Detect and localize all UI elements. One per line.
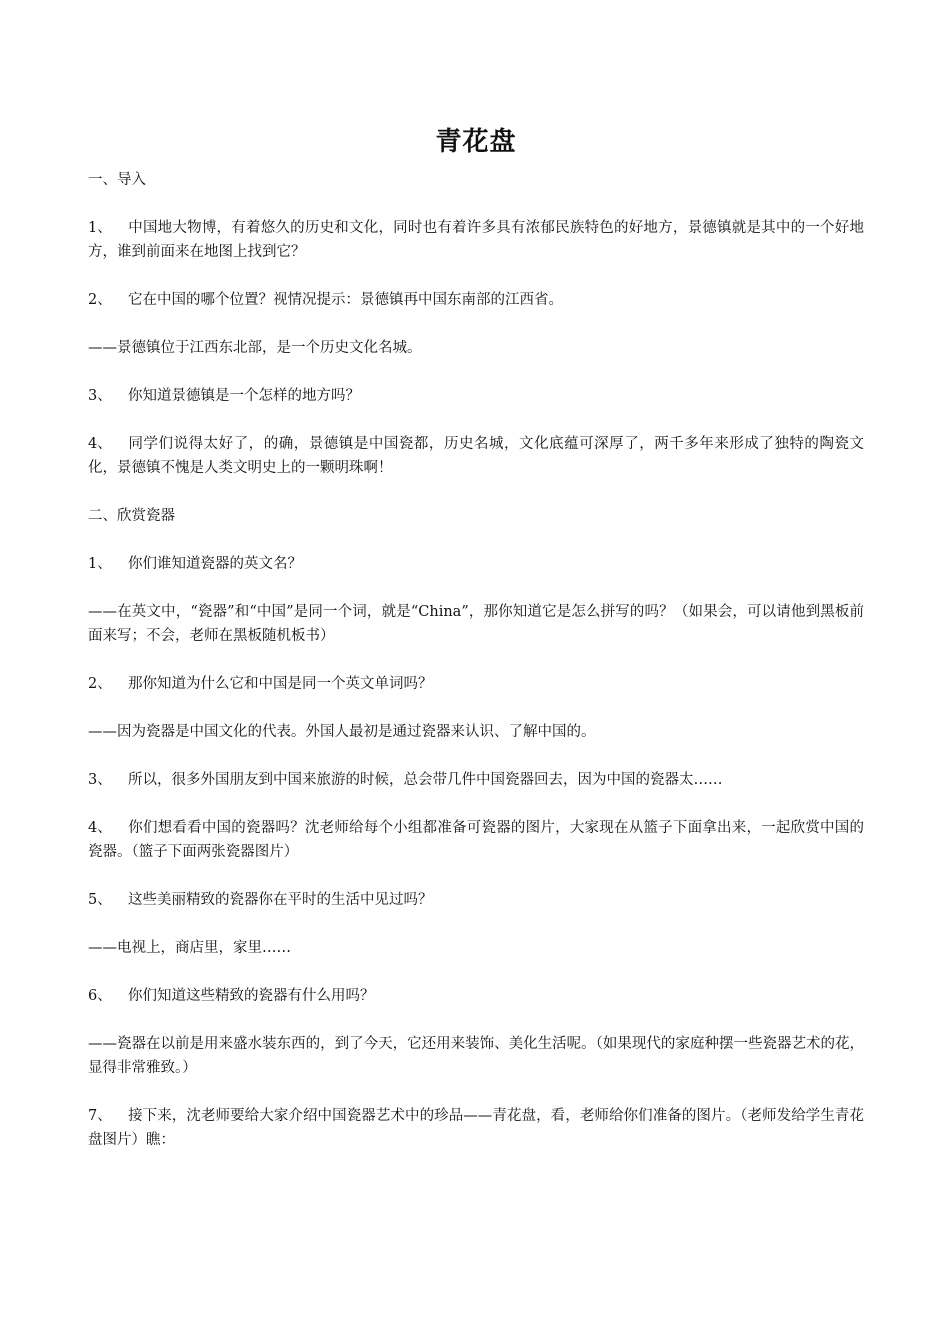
appreciation-item-5 [88,888,864,912]
item-text: 接下来，沈老师要给大家介绍中国瓷器艺术中的珍品——青花盘，看，老师给你们准备的图片。（老师发给学生青花盘图片）瞧： [88,1108,864,1148]
appreciation-answer-1: ——在英文中，“瓷器”和“中国”是同一个词，就是“China”，那你知道它是怎么拼写的吗？（如果会，可以请他到黑板前面来写；不会，老师在黑板随机板书） [88,604,864,644]
item-text: 你们想看看中国的瓷器吗？沈老师给每个小组都准备可瓷器的图片，大家现在从篮子下面拿出来，一起欣赏中国的瓷器。（篮子下面两张瓷器图片） [88,820,864,860]
document-title: 青花盘 [435,127,517,157]
item-text: 你们知道这些精致的瓷器有什么用吗？ [128,988,375,1004]
item-number: 1、 [88,556,112,572]
document-page [88,120,864,1176]
item-number: 3、 [88,772,112,788]
appreciation-item-4 [88,816,864,864]
item-number: 2、 [88,292,112,308]
item-number: 1、 [88,220,112,236]
appreciation-item-2 [88,672,864,696]
item-text: 那你知道为什么它和中国是同一个英文单词吗？ [128,676,433,692]
item-number: 3、 [88,388,112,404]
section-heading-intro: 一、导入 [88,172,146,188]
item-number: 4、 [88,820,112,836]
intro-item-4 [88,432,864,480]
intro-item-3 [88,384,864,408]
appreciation-answer-6: ——瓷器在以前是用来盛水装东西的，到了今天，它还用来装饰、美化生活呢。（如果现代的家庭种摆一些瓷器艺术的花，显得非常雅致。） [88,1036,864,1076]
item-number: 6、 [88,988,112,1004]
section-heading-appreciation: 二、欣赏瓷器 [88,508,175,524]
item-number: 2、 [88,676,112,692]
appreciation-item-1 [88,552,864,576]
appreciation-item-7 [88,1104,864,1152]
item-text: 它在中国的哪个位置？视情况提示：景德镇再中国东南部的江西省。 [128,292,563,308]
intro-answer-1: ——景德镇位于江西东北部，是一个历史文化名城。 [88,340,422,356]
intro-item-2 [88,288,864,312]
item-text: 这些美丽精致的瓷器你在平时的生活中见过吗？ [128,892,433,908]
item-number: 7、 [88,1108,112,1124]
item-text: 你知道景德镇是一个怎样的地方吗？ [128,388,360,404]
appreciation-answer-5: ——电视上，商店里，家里…… [88,940,291,956]
appreciation-item-3 [88,768,864,792]
item-text: 所以，很多外国朋友到中国来旅游的时候，总会带几件中国瓷器回去，因为中国的瓷器太…… [128,772,723,788]
item-number: 4、 [88,436,112,452]
item-text: 中国地大物博，有着悠久的历史和文化，同时也有着许多具有浓郁民族特色的好地方，景德镇就是其中的一个好地方，谁到前面来在地图上找到它？ [88,220,864,260]
appreciation-item-6 [88,984,864,1008]
intro-item-1 [88,216,864,264]
item-number: 5、 [88,892,112,908]
item-text: 同学们说得太好了，的确，景德镇是中国瓷都，历史名城，文化底蕴可深厚了，两千多年来形成了独特的陶瓷文化，景德镇不愧是人类文明史上的一颗明珠啊！ [88,436,864,476]
appreciation-answer-2: ——因为瓷器是中国文化的代表。外国人最初是通过瓷器来认识、了解中国的。 [88,724,596,740]
item-text: 你们谁知道瓷器的英文名？ [128,556,302,572]
